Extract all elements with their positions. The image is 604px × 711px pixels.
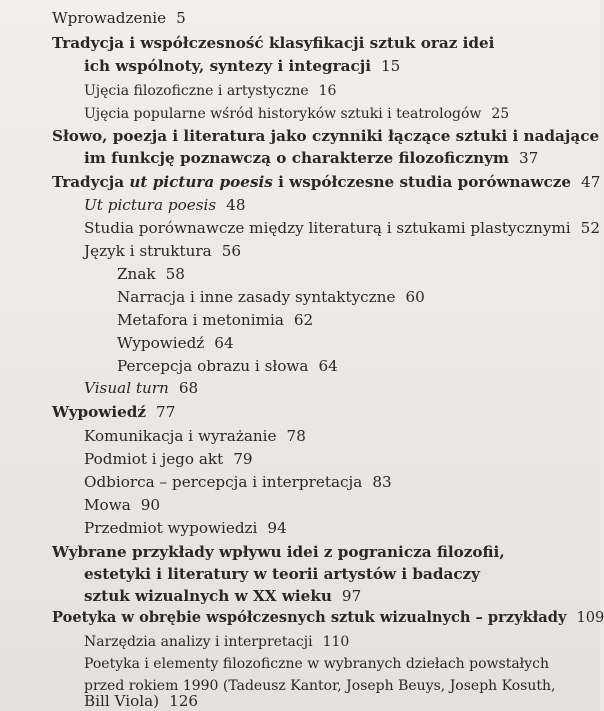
toc-entry-znak [117, 264, 185, 284]
toc-entry-ujecia-popularne [84, 104, 509, 124]
toc-entry-narzedzia [84, 632, 349, 652]
toc-entry-page: 60 [405, 288, 425, 306]
toc-entry-mowa [84, 495, 160, 515]
toc-chapter-slowo-poezja-cont [84, 148, 538, 168]
toc-entry-page: 90 [140, 496, 161, 514]
toc-entry-poetyka-i-elementy-cont-2 [84, 691, 198, 711]
toc-entry-title: Tradycja i współczesność klasyfikacji sztuk oraz idei [52, 34, 495, 52]
toc-chapter-ut-pictura-poesis [52, 172, 600, 192]
toc-entry-page: 79 [233, 450, 253, 468]
toc-entry-page: 5 [176, 9, 186, 27]
toc-entry-title: Mowa [84, 496, 131, 514]
toc-entry-title-italic: ut pictura poesis [129, 173, 273, 191]
toc-entry-page: 15 [380, 57, 401, 75]
toc-entry-title: Język i struktura [84, 242, 212, 260]
toc-chapter-tradycja-wspolczesnosc-cont [84, 56, 400, 76]
toc-entry-title: Wprowadzenie [52, 9, 167, 27]
toc-entry-page: 77 [156, 403, 176, 421]
toc-entry-ut-pictura [84, 195, 245, 215]
toc-entry-percepcja-obrazu [117, 356, 338, 376]
toc-chapter-wypowiedz [52, 402, 175, 422]
toc-entry-przedmiot [84, 518, 287, 538]
toc-entry-title: Znak [117, 265, 156, 283]
toc-entry-page: 62 [293, 311, 314, 329]
toc-entry-page: 47 [581, 173, 601, 191]
toc-entry-title-c: i współczesne studia porównawcze [272, 173, 572, 191]
toc-entry-title: Przedmiot wypowiedzi [84, 519, 258, 537]
toc-entry-title: Wybrane przykłady wpływu idei z pogranicza filozofii, [52, 543, 505, 561]
toc-entry-title: sztuk wizualnych w XX wieku [84, 587, 332, 605]
toc-entry-poetyka-i-elementy [84, 654, 549, 674]
toc-entry-title: Ujęcia filozoficzne i artystyczne [84, 83, 309, 99]
toc-entry-title: Metafora i metonimia [117, 311, 284, 329]
toc-entry-page: 83 [372, 473, 392, 491]
toc-entry-title: im funkcję poznawczą o charakterze filozoficznym [84, 149, 510, 167]
toc-entry-odbiorca [84, 472, 392, 492]
toc-chapter-slowo-poezja [52, 126, 599, 146]
toc-entry-title: ich wspólnoty, syntezy i integracji [84, 57, 371, 75]
toc-entry-title: Narracja i inne zasady syntaktyczne [117, 288, 396, 306]
toc-chapter-poetyka [52, 608, 604, 628]
toc-entry-page: 110 [322, 634, 350, 650]
toc-entry-page: 25 [491, 106, 510, 122]
toc-entry-page: 94 [267, 519, 287, 537]
toc-entry-page: 78 [286, 427, 306, 445]
toc-entry-page: 68 [178, 379, 199, 397]
toc-entry-page: 126 [169, 692, 199, 710]
toc-entry-ujecia-filozoficzne [84, 81, 336, 101]
toc-entry-title: przed rokiem 1990 (Tadeusz Kantor, Joseph Beuys, Joseph Kosuth, [84, 678, 556, 694]
toc-entry-page: 37 [519, 149, 539, 167]
toc-entry-title: Podmiot i jego akt [84, 450, 224, 468]
toc-entry-page: 48 [226, 196, 246, 214]
toc-entry-visual-turn [84, 378, 198, 398]
toc-entry-page: 64 [318, 357, 338, 375]
toc-entry-page: 16 [318, 83, 337, 99]
toc-entry-title: Ujęcia popularne wśród historyków sztuki i teatrologów [84, 106, 482, 122]
toc-entry-studia-porownawcze [84, 218, 600, 238]
toc-entry-jezyk-i-struktura [84, 241, 241, 261]
toc-chapter-tradycja-wspolczesnosc [52, 33, 494, 53]
toc-entry-title: Słowo, poezja i literatura jako czynniki łączące sztuki i nadające [52, 127, 600, 145]
toc-entry-title: Komunikacja i wyrażanie [84, 427, 277, 445]
toc-chapter-wybrane-przyklady-cont-2 [84, 586, 361, 606]
toc-entry-title: Percepcja obrazu i słowa [117, 357, 309, 375]
toc-entry-title: Poetyka w obrębie współczesnych sztuk wizualnych – przykłady [52, 609, 567, 626]
toc-entry-page: 97 [341, 587, 362, 605]
toc-entry-title: estetyki i literatury w teorii artystów i badaczy [84, 565, 481, 583]
toc-entry-title: Poetyka i elementy filozoficzne w wybranych dziełach powstałych [84, 656, 549, 672]
toc-entry-page: 52 [580, 219, 600, 237]
toc-entry-page: 56 [221, 242, 242, 260]
toc-entry-page: 109 [576, 609, 604, 626]
toc-entry-wypowiedz-sub [117, 333, 234, 353]
toc-entry-page: 58 [165, 265, 185, 283]
toc-entry-page: 64 [214, 334, 234, 352]
toc-entry-title: Studia porównawcze między literaturą i sztukami plastycznymi [84, 219, 571, 237]
toc-entry-title: Bill Viola) [84, 692, 160, 710]
toc-entry-title-a: Tradycja [52, 173, 130, 191]
toc-entry-metafora [117, 310, 313, 330]
toc-chapter-wybrane-przyklady [52, 542, 505, 562]
toc-entry-title: Wypowiedź [117, 334, 205, 352]
toc-entry-title: Odbiorca – percepcja i interpretacja [84, 473, 363, 491]
toc-chapter-wybrane-przyklady-cont-1 [84, 564, 480, 584]
toc-entry-narracja [117, 287, 425, 307]
toc-entry-komunikacja [84, 426, 306, 446]
toc-entry-title: Ut pictura poesis [84, 196, 217, 214]
toc-entry-wprowadzenie [52, 8, 186, 28]
toc-entry-title: Narzędzia analizy i interpretacji [84, 634, 313, 650]
toc-entry-title: Wypowiedź [52, 403, 147, 421]
toc-entry-title: Visual turn [84, 379, 169, 397]
toc-entry-podmiot [84, 449, 253, 469]
